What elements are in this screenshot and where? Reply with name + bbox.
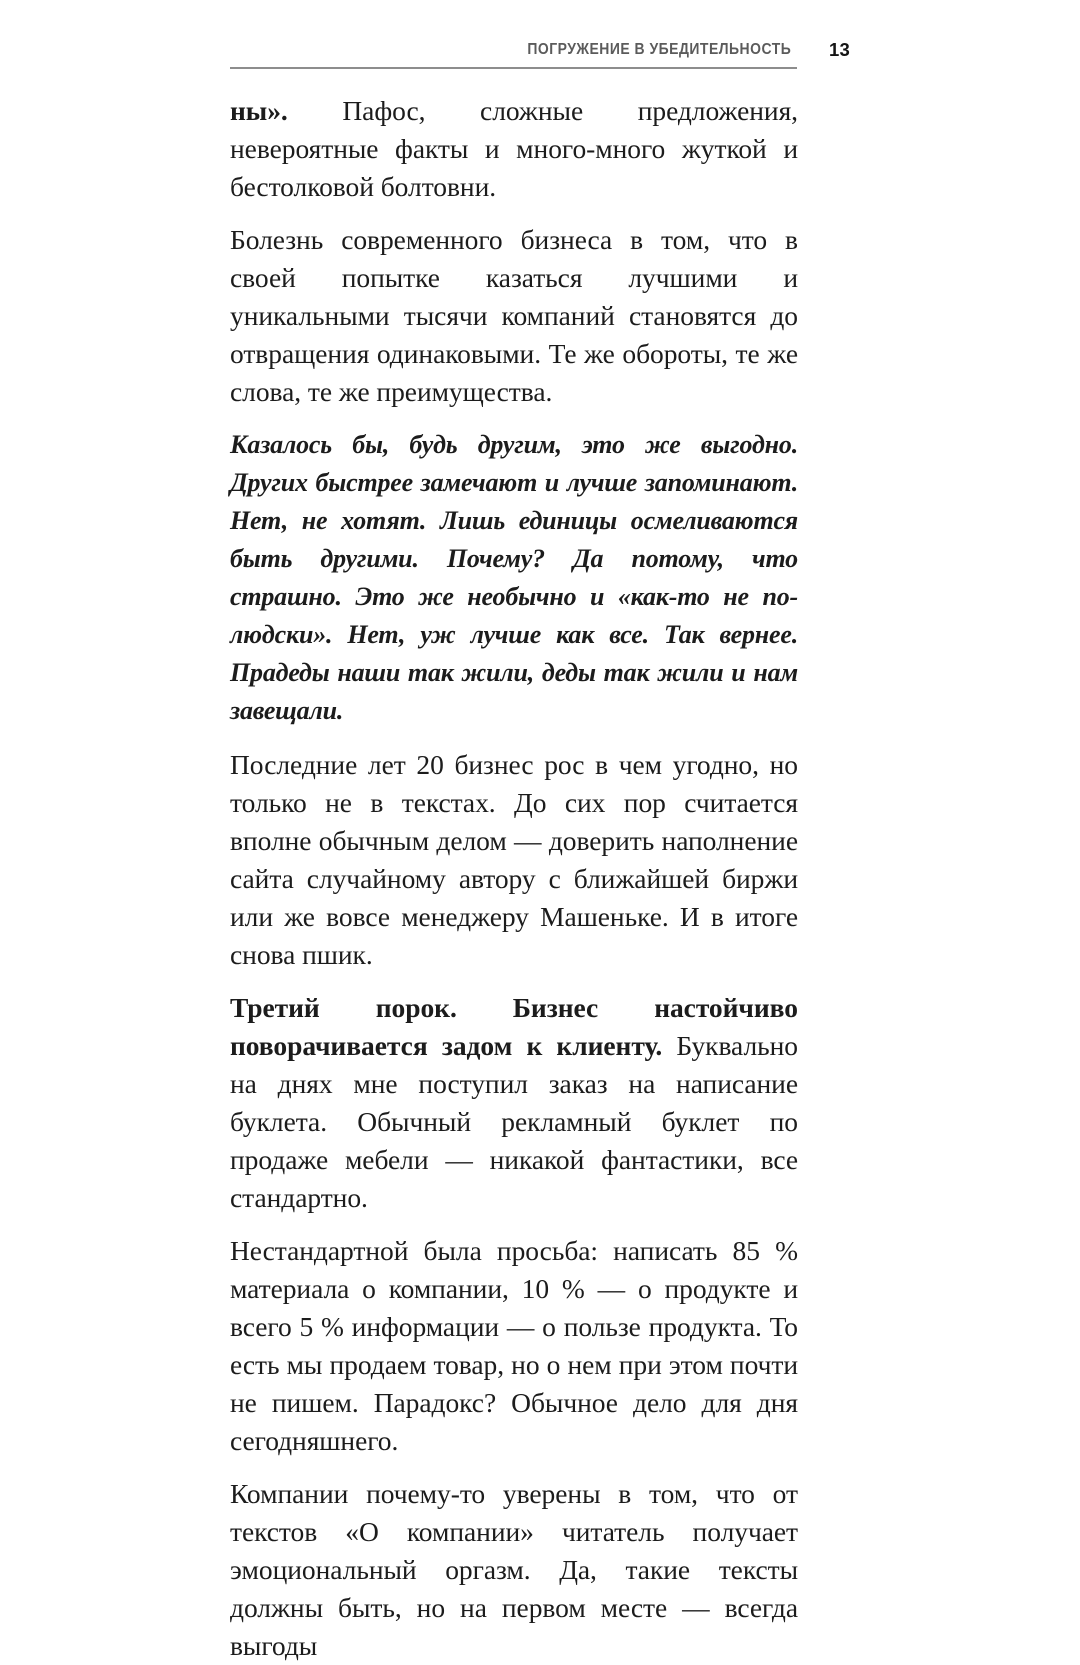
- header-divider-rule: [230, 67, 797, 69]
- paragraph-5-lead: Третий порок. Бизнес настойчиво поворачивается задом к клиенту.: [230, 992, 798, 1061]
- paragraph-1: [230, 92, 798, 206]
- paragraph-4: Последние лет 20 бизнес рос в чем угодно, но только не в текстах. До сих пор считается вполне обычным делом — доверить наполнение сайта случайному автору с ближайшей биржи или же вовсе менеджеру Машеньке. И в итоге снова пшик.: [230, 749, 798, 970]
- paragraph-5-text: Буквально на днях мне поступил заказ на написание буклета. Обычный рекламный буклет по продаже мебели — никакой фантастики, все стандартно.: [230, 1030, 798, 1213]
- paragraph-1-lead: ны».: [230, 95, 288, 126]
- paragraph-1-text: Пафос, сложные предложения, невероятные факты и много-много жуткой и бестолковой болтовни.: [230, 95, 798, 202]
- paragraph-7: Компании почему-то уверены в том, что от текстов «О компании» читатель получает эмоциональный оргазм. Да, такие тексты должны быть, но на первом месте — всегда выгоды: [230, 1478, 798, 1661]
- paragraph-5: [230, 989, 798, 1217]
- running-head-title: ПОГРУЖЕНИЕ В УБЕДИТЕЛЬНОСТЬ: [527, 41, 792, 58]
- paragraph-2: Болезнь современного бизнеса в том, что в своей попытке казаться лучшими и уникальными тысячи компаний становятся до отвращения одинаковыми. Те же обороты, те же слова, те же преимущества.: [230, 224, 798, 407]
- running-head: [230, 40, 850, 70]
- body-text-block: [230, 92, 798, 1665]
- paragraph-3-italic-emphasis: Казалось бы, будь другим, это же выгодно. Других быстрее замечают и лучше запоминают. Нет, не хотят. Лишь единицы осмеливаются быть другими. Почему? Да потому, что страшно. Это же необычно и «как-то не по-людски». Нет, уж лучше как все. Так вернее. Прадеды наши так жили, деды так жили и нам завещали.: [230, 430, 798, 725]
- paragraph-6: Нестандартной была просьба: написать 85 % материала о компании, 10 % — о продукте и всего 5 % информации — о пользе продукта. То есть мы продаем товар, но о нем при этом почти не пишем. Парадокс? Обычное дело для дня сегодняшнего.: [230, 1235, 798, 1456]
- page-number: 13: [829, 39, 850, 60]
